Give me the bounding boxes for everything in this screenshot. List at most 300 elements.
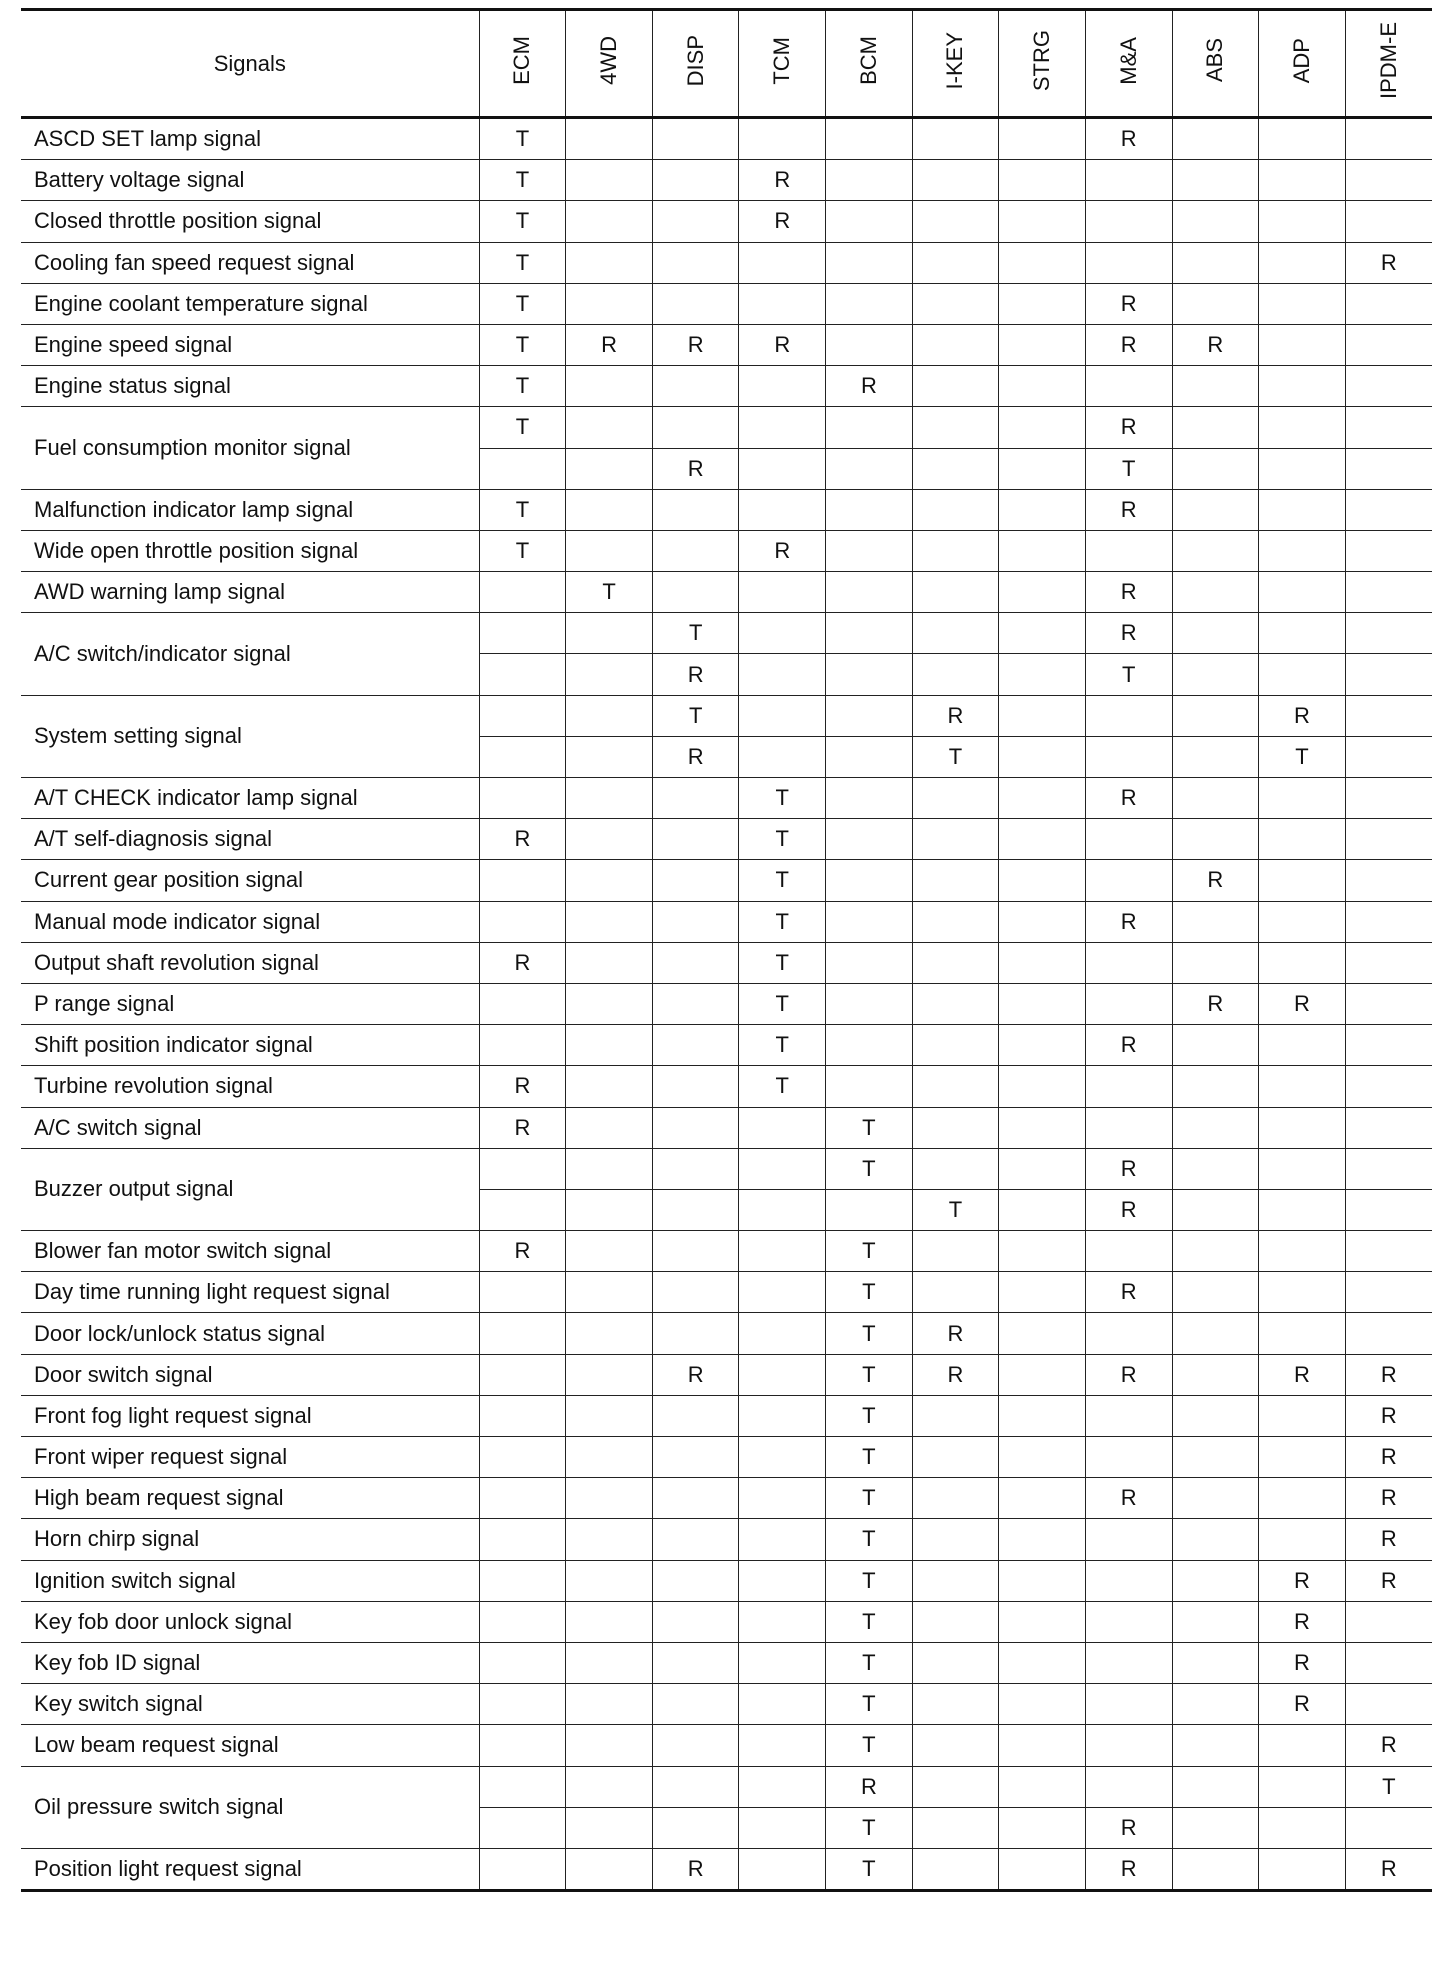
signal-cell <box>1259 613 1346 654</box>
table-row <box>21 1601 1432 1642</box>
signal-cell <box>1172 1025 1259 1066</box>
module-header-label: DISP <box>682 34 708 87</box>
signal-cell <box>826 448 913 489</box>
signal-cell <box>1085 1642 1172 1683</box>
signal-cell <box>826 324 913 365</box>
signal-name: Manual mode indicator signal <box>21 901 479 942</box>
signal-cell <box>479 1519 566 1560</box>
signal-cell: R <box>1345 1437 1432 1478</box>
signal-cell <box>652 201 739 242</box>
signal-cell: T <box>739 1025 826 1066</box>
signal-cell <box>566 1272 653 1313</box>
signal-cell: T <box>479 489 566 530</box>
signal-cell: T <box>479 201 566 242</box>
signal-name: Door lock/unlock status signal <box>21 1313 479 1354</box>
signal-cell <box>652 1272 739 1313</box>
table-row <box>21 1725 1432 1766</box>
signal-name: System setting signal <box>21 695 479 777</box>
signal-cell <box>479 983 566 1024</box>
signal-name: Key fob ID signal <box>21 1642 479 1683</box>
module-header-label: I-KEY <box>942 31 968 90</box>
signal-cell <box>566 901 653 942</box>
signal-cell <box>1172 901 1259 942</box>
signal-name: Current gear position signal <box>21 860 479 901</box>
signal-cell <box>566 1601 653 1642</box>
signal-cell <box>1345 1313 1432 1354</box>
signal-cell <box>1259 1807 1346 1848</box>
signal-cell <box>1172 1642 1259 1683</box>
signal-cell <box>566 778 653 819</box>
signal-name: Day time running light request signal <box>21 1272 479 1313</box>
signal-cell <box>1259 407 1346 448</box>
signal-cell <box>999 1272 1086 1313</box>
signal-cell <box>1172 572 1259 613</box>
signal-cell <box>826 860 913 901</box>
signal-cell <box>1172 654 1259 695</box>
module-header-4wd <box>566 10 653 118</box>
signal-cell <box>1345 572 1432 613</box>
signal-cell: R <box>479 1066 566 1107</box>
table-row <box>21 860 1432 901</box>
signal-cell: R <box>652 736 739 777</box>
signal-cell <box>1172 1148 1259 1189</box>
table-row <box>21 695 1432 736</box>
signal-cell <box>1172 1231 1259 1272</box>
signal-cell <box>912 1272 999 1313</box>
signal-cell <box>1259 201 1346 242</box>
signal-cell <box>1345 695 1432 736</box>
signal-cell: R <box>912 1313 999 1354</box>
signal-cell <box>826 407 913 448</box>
signal-cell: T <box>912 736 999 777</box>
signal-cell: R <box>1085 1148 1172 1189</box>
signal-cell <box>826 654 913 695</box>
signal-cell <box>826 489 913 530</box>
module-header-strg <box>999 10 1086 118</box>
signal-cell <box>999 407 1086 448</box>
signal-cell: T <box>826 1272 913 1313</box>
signal-cell <box>1172 1478 1259 1519</box>
module-header-i-key <box>912 10 999 118</box>
table-row <box>21 1766 1432 1807</box>
signal-name: Ignition switch signal <box>21 1560 479 1601</box>
signal-cell <box>999 572 1086 613</box>
signal-cell <box>1259 1519 1346 1560</box>
signal-cell <box>1172 736 1259 777</box>
signal-cell: T <box>826 1848 913 1890</box>
signal-cell <box>1085 736 1172 777</box>
signal-cell <box>826 819 913 860</box>
signal-name: Key fob door unlock signal <box>21 1601 479 1642</box>
signal-name: Engine coolant temperature signal <box>21 283 479 324</box>
signal-cell <box>1085 1519 1172 1560</box>
signal-name: Door switch signal <box>21 1354 479 1395</box>
signal-cell <box>999 1807 1086 1848</box>
signal-cell: T <box>739 983 826 1024</box>
signal-cell <box>912 1066 999 1107</box>
signal-cell <box>999 1066 1086 1107</box>
signal-cell: T <box>479 242 566 283</box>
signal-cell <box>912 778 999 819</box>
signal-cell: T <box>739 819 826 860</box>
signal-cell: R <box>1259 1560 1346 1601</box>
signal-cell: R <box>1085 118 1172 160</box>
signal-cell <box>1172 1313 1259 1354</box>
signal-cell <box>566 1395 653 1436</box>
module-header-disp <box>652 10 739 118</box>
signal-name: Engine speed signal <box>21 324 479 365</box>
signal-cell <box>1345 819 1432 860</box>
signal-cell: T <box>739 778 826 819</box>
table-row <box>21 118 1432 160</box>
signal-cell: T <box>826 1478 913 1519</box>
signal-cell <box>479 448 566 489</box>
signal-cell <box>566 1684 653 1725</box>
signal-cell <box>1345 1807 1432 1848</box>
table-row <box>21 1478 1432 1519</box>
signal-cell <box>999 283 1086 324</box>
table-row <box>21 324 1432 365</box>
signal-cell <box>739 366 826 407</box>
signal-cell: R <box>1345 1519 1432 1560</box>
signal-cell <box>912 489 999 530</box>
signal-cell <box>999 1684 1086 1725</box>
signal-cell: R <box>652 1354 739 1395</box>
signal-cell <box>999 901 1086 942</box>
signal-cell <box>652 530 739 571</box>
signal-cell <box>566 1025 653 1066</box>
signal-name: A/C switch signal <box>21 1107 479 1148</box>
signal-cell <box>1172 201 1259 242</box>
signal-cell <box>739 283 826 324</box>
signal-cell: R <box>1172 324 1259 365</box>
table-row <box>21 530 1432 571</box>
table-header <box>21 10 1432 118</box>
signal-cell <box>1172 160 1259 201</box>
signal-cell <box>566 613 653 654</box>
signal-cell: R <box>1345 1478 1432 1519</box>
signal-cell <box>1345 407 1432 448</box>
signal-cell <box>739 1519 826 1560</box>
signal-cell <box>1085 160 1172 201</box>
signal-cell: R <box>1085 1189 1172 1230</box>
signal-cell <box>739 407 826 448</box>
signal-cell <box>652 1148 739 1189</box>
signal-cell <box>652 1684 739 1725</box>
signal-cell: R <box>1259 1642 1346 1683</box>
signal-cell: R <box>479 819 566 860</box>
signal-cell: T <box>826 1807 913 1848</box>
signal-cell: R <box>1085 1848 1172 1890</box>
signal-cell <box>1345 530 1432 571</box>
signal-name: ASCD SET lamp signal <box>21 118 479 160</box>
signal-cell <box>739 1395 826 1436</box>
signal-cell: T <box>826 1725 913 1766</box>
signal-cell <box>566 1807 653 1848</box>
signal-cell <box>1172 819 1259 860</box>
signal-cell <box>1259 160 1346 201</box>
signal-cell <box>739 1189 826 1230</box>
signal-cell: T <box>479 283 566 324</box>
signal-cell: T <box>566 572 653 613</box>
table-row <box>21 407 1432 448</box>
signal-cell <box>1085 530 1172 571</box>
signal-name: Closed throttle position signal <box>21 201 479 242</box>
signal-cell <box>912 1766 999 1807</box>
table-row <box>21 1025 1432 1066</box>
signal-cell <box>1172 1066 1259 1107</box>
signal-cell: R <box>739 530 826 571</box>
signal-cell: R <box>1345 1395 1432 1436</box>
signal-cell <box>652 1231 739 1272</box>
module-header-label: ABS <box>1202 38 1228 83</box>
signal-cell: R <box>739 324 826 365</box>
signal-cell: R <box>652 654 739 695</box>
signal-cell: T <box>826 1437 913 1478</box>
signal-cell <box>1172 1395 1259 1436</box>
signal-cell <box>652 160 739 201</box>
signal-cell <box>1259 1725 1346 1766</box>
signal-cell: R <box>1085 778 1172 819</box>
signal-cell <box>566 160 653 201</box>
signal-cell: T <box>1259 736 1346 777</box>
signal-cell <box>999 654 1086 695</box>
signal-cell <box>1345 1601 1432 1642</box>
signal-cell: T <box>479 530 566 571</box>
signal-cell <box>1259 448 1346 489</box>
signal-cell: R <box>652 324 739 365</box>
table-row <box>21 1107 1432 1148</box>
signal-cell <box>739 1766 826 1807</box>
signal-cell <box>1172 530 1259 571</box>
signal-cell <box>566 489 653 530</box>
signal-cell <box>999 983 1086 1024</box>
table-row <box>21 1313 1432 1354</box>
signal-cell: R <box>1345 1560 1432 1601</box>
signal-cell <box>1259 1437 1346 1478</box>
signal-cell: T <box>1345 1766 1432 1807</box>
signal-cell <box>1085 1395 1172 1436</box>
signal-cell <box>1345 778 1432 819</box>
signal-cell <box>826 901 913 942</box>
signal-cell <box>912 901 999 942</box>
signal-cell <box>1085 366 1172 407</box>
signal-cell <box>739 1354 826 1395</box>
signal-cell <box>999 1560 1086 1601</box>
signal-cell <box>479 1148 566 1189</box>
table-row <box>21 1684 1432 1725</box>
signal-cell <box>912 530 999 571</box>
signal-cell: R <box>566 324 653 365</box>
table-row <box>21 160 1432 201</box>
signal-cell <box>652 1189 739 1230</box>
signal-cell <box>652 1560 739 1601</box>
signal-cell <box>1345 324 1432 365</box>
signal-cell <box>1085 1107 1172 1148</box>
table-row <box>21 1066 1432 1107</box>
signal-cell: R <box>1085 1478 1172 1519</box>
signal-cell <box>1259 778 1346 819</box>
signal-cell <box>912 1519 999 1560</box>
signal-cell: T <box>739 901 826 942</box>
signal-cell <box>1259 118 1346 160</box>
signal-cell <box>1085 201 1172 242</box>
signal-cell <box>912 1437 999 1478</box>
signal-cell <box>826 242 913 283</box>
signal-cell <box>1172 1684 1259 1725</box>
signal-cell <box>1172 118 1259 160</box>
signal-table-container <box>21 8 1432 1970</box>
signal-cell <box>739 1725 826 1766</box>
signal-cell <box>1345 1684 1432 1725</box>
signal-cell: R <box>1085 1025 1172 1066</box>
signal-cell <box>912 1807 999 1848</box>
signal-cell <box>652 1725 739 1766</box>
signal-cell <box>566 242 653 283</box>
signal-cell <box>1085 819 1172 860</box>
signal-cell <box>826 695 913 736</box>
signal-cell <box>826 530 913 571</box>
signal-cell <box>912 1848 999 1890</box>
table-row <box>21 572 1432 613</box>
signal-cell <box>652 1107 739 1148</box>
table-row <box>21 942 1432 983</box>
signal-name: Shift position indicator signal <box>21 1025 479 1066</box>
signal-cell <box>1259 819 1346 860</box>
signal-cell <box>566 1107 653 1148</box>
table-row <box>21 1272 1432 1313</box>
signal-cell <box>1345 654 1432 695</box>
signal-cell <box>826 1066 913 1107</box>
signal-cell: T <box>479 160 566 201</box>
signal-cell <box>566 1313 653 1354</box>
signal-cell <box>912 1025 999 1066</box>
signals-column-header: Signals <box>21 10 479 118</box>
table-row <box>21 1437 1432 1478</box>
signal-cell <box>1345 1025 1432 1066</box>
signal-cell <box>912 572 999 613</box>
signal-cell <box>1259 1066 1346 1107</box>
signal-cell <box>826 283 913 324</box>
signal-cell <box>739 1560 826 1601</box>
signal-cell <box>1172 366 1259 407</box>
signal-cell <box>652 1437 739 1478</box>
table-row <box>21 613 1432 654</box>
signal-cell: T <box>826 1560 913 1601</box>
signal-cell <box>566 366 653 407</box>
signal-cell: T <box>479 118 566 160</box>
signal-cell <box>652 1313 739 1354</box>
signal-cell <box>1259 489 1346 530</box>
signal-cell <box>1345 613 1432 654</box>
signal-cell <box>1259 1231 1346 1272</box>
signal-cell <box>1085 1601 1172 1642</box>
signal-cell <box>566 118 653 160</box>
table-row <box>21 1148 1432 1189</box>
signal-cell <box>1172 1437 1259 1478</box>
signal-name: Malfunction indicator lamp signal <box>21 489 479 530</box>
signal-cell <box>479 1766 566 1807</box>
signal-cell <box>739 1148 826 1189</box>
signal-cell <box>739 1642 826 1683</box>
signal-cell <box>566 1189 653 1230</box>
signal-cell <box>999 324 1086 365</box>
signal-cell: T <box>826 1313 913 1354</box>
signal-cell <box>1345 1272 1432 1313</box>
signal-cell <box>652 572 739 613</box>
signal-cell <box>739 1807 826 1848</box>
signal-cell <box>479 1848 566 1890</box>
signal-cell: T <box>739 942 826 983</box>
signal-cell <box>912 613 999 654</box>
signal-cell: T <box>479 407 566 448</box>
signal-cell <box>1085 1066 1172 1107</box>
signal-cell <box>739 695 826 736</box>
signal-cell <box>1259 283 1346 324</box>
signal-cell <box>999 1148 1086 1189</box>
signal-cell <box>652 983 739 1024</box>
module-header-ecm <box>479 10 566 118</box>
table-row <box>21 201 1432 242</box>
signal-cell: R <box>739 201 826 242</box>
signal-cell <box>1085 1684 1172 1725</box>
table-row <box>21 1848 1432 1890</box>
signal-cell <box>1345 901 1432 942</box>
signal-cell: R <box>1345 1848 1432 1890</box>
signal-cell <box>1259 530 1346 571</box>
signal-cell: R <box>1085 283 1172 324</box>
signal-cell <box>479 613 566 654</box>
signal-cell <box>912 160 999 201</box>
signal-name: Output shaft revolution signal <box>21 942 479 983</box>
signal-cell <box>999 1354 1086 1395</box>
signal-cell <box>999 736 1086 777</box>
signal-cell: T <box>826 1642 913 1683</box>
signal-cell: R <box>479 942 566 983</box>
signal-cell <box>479 1272 566 1313</box>
signal-cell <box>1259 1025 1346 1066</box>
table-row <box>21 1231 1432 1272</box>
signal-cell <box>739 1478 826 1519</box>
signal-cell <box>912 1684 999 1725</box>
table-row <box>21 1519 1432 1560</box>
signal-cell: R <box>1259 1684 1346 1725</box>
signal-cell <box>1259 572 1346 613</box>
signal-cell <box>1345 489 1432 530</box>
signal-cell <box>652 1642 739 1683</box>
signal-cell <box>739 1601 826 1642</box>
signal-cell <box>479 1725 566 1766</box>
signal-cell: R <box>826 1766 913 1807</box>
signal-cell: R <box>1085 1272 1172 1313</box>
signal-cell <box>479 736 566 777</box>
signal-cell <box>1172 1601 1259 1642</box>
signal-cell <box>652 778 739 819</box>
signal-cell <box>999 366 1086 407</box>
signal-cell: T <box>826 1395 913 1436</box>
signal-cell <box>912 118 999 160</box>
table-row <box>21 983 1432 1024</box>
signal-cell <box>999 1437 1086 1478</box>
table-row <box>21 901 1432 942</box>
signal-cell <box>1172 942 1259 983</box>
signal-name: Blower fan motor switch signal <box>21 1231 479 1272</box>
signal-name: Wide open throttle position signal <box>21 530 479 571</box>
signal-cell: R <box>1085 324 1172 365</box>
signal-cell <box>566 1148 653 1189</box>
signal-cell: R <box>1085 1807 1172 1848</box>
module-header-label: ECM <box>509 36 535 85</box>
